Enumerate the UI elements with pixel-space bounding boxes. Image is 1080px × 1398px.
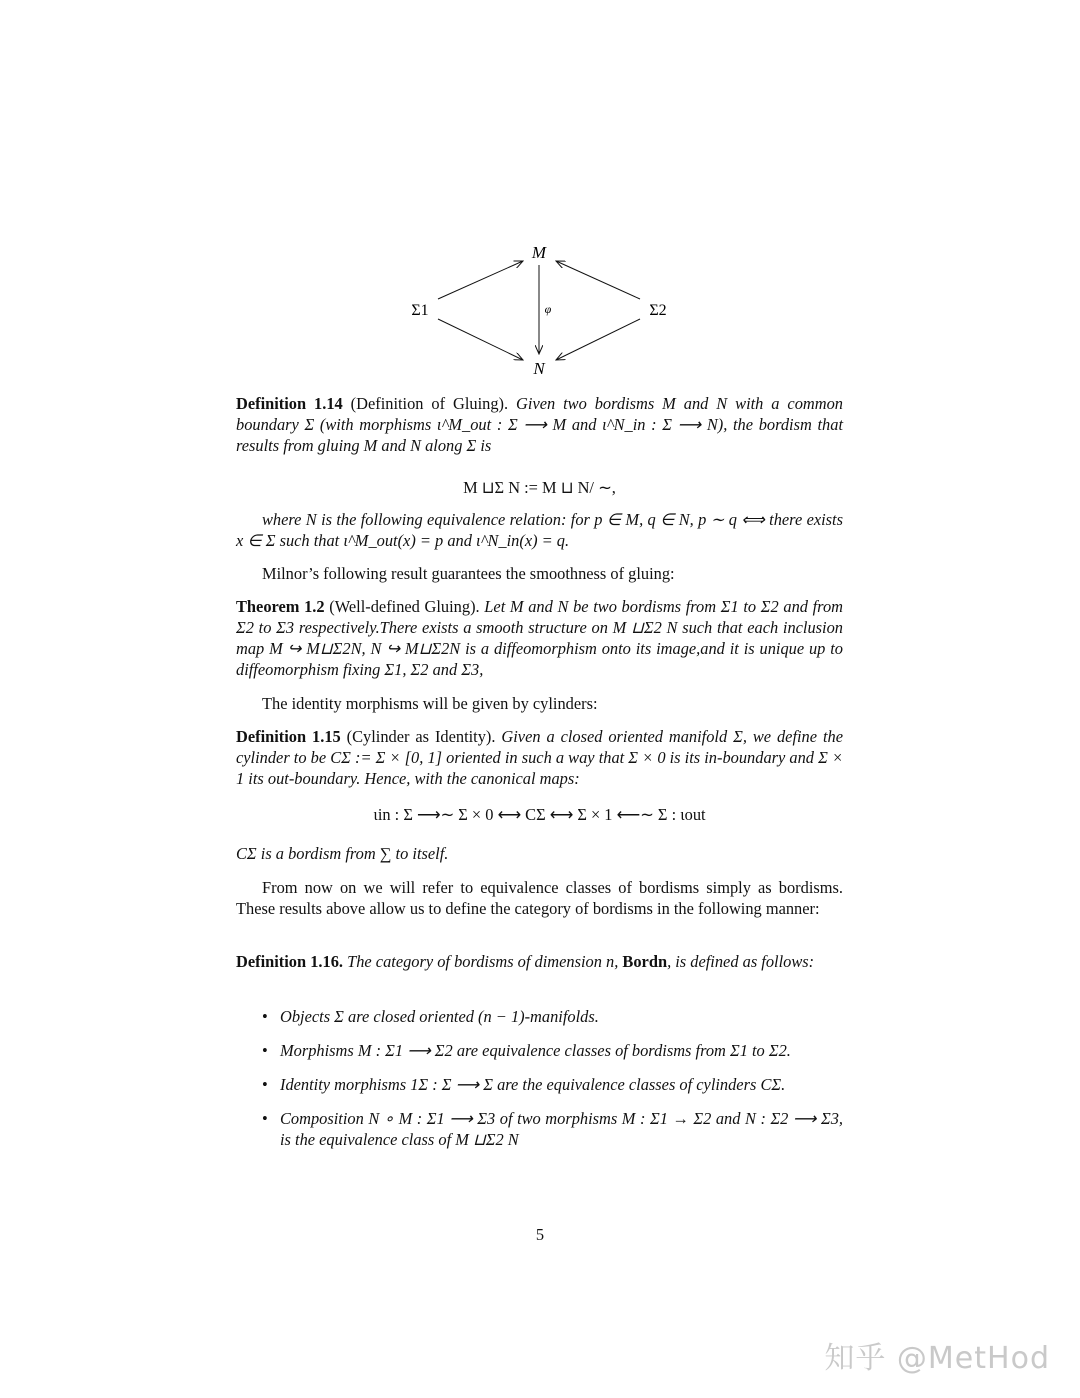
list-item-text: Composition N ∘ M : Σ1 ⟶ Σ3 of two morphisms M : Σ1 → Σ2 and N : Σ2 ⟶ Σ3, is the equivalence class of M ⊔Σ2 N (280, 1109, 843, 1149)
bullet-icon: • (262, 1075, 268, 1094)
def115-title: (Cylinder as Identity). (346, 727, 496, 746)
definition-1-14 (236, 393, 843, 456)
gluing-formula: M ⊔Σ N := M ⊔ N/ ∼, (463, 478, 616, 497)
diagram-svg (380, 232, 700, 382)
identity-paragraph: The identity morphisms will be given by cylinders: (262, 694, 598, 713)
list-item (236, 1040, 843, 1061)
node-right: Σ2 (649, 302, 667, 319)
list-item-text: Morphisms M : Σ1 ⟶ Σ2 are equivalence classes of bordisms from Σ1 to Σ2. (280, 1041, 791, 1060)
arrow-left-to-top (438, 261, 523, 299)
def114-body: Given two bordisms M and N with a common boundary Σ (with morphisms ι^M_out : Σ ⟶ M and ι^N_in : Σ ⟶ N), the bordism that results from gluing M and N along Σ is (236, 394, 843, 455)
thm12-head: Theorem 1.2 (236, 597, 325, 616)
list-item (236, 1006, 843, 1027)
node-bottom: N (533, 359, 545, 378)
def116-head: Definition 1.16. (236, 952, 343, 971)
def115-conclusion: CΣ is a bordism from ∑ to itself. (236, 844, 449, 863)
bullet-icon: • (262, 1041, 268, 1060)
canonical-maps-formula: ιin : Σ ⟶∼ Σ × 0 ⟷ CΣ ⟷ Σ × 1 ⟵∼ Σ : ιout (373, 805, 706, 824)
def115-head: Definition 1.15 (236, 727, 341, 746)
list-item-text: Identity morphisms 1Σ : Σ ⟶ Σ are the equivalence classes of cylinders CΣ. (280, 1075, 786, 1094)
node-top: M (531, 243, 547, 262)
definition-1-16 (236, 951, 843, 972)
theorem-1-2 (236, 596, 843, 680)
definition-1-15 (236, 726, 843, 789)
thm12-title: (Well-defined Gluing). (329, 597, 480, 616)
bullet-icon: • (262, 1007, 268, 1026)
def114-equivalence: where N is the following equivalence relation: for p ∈ M, q ∈ N, p ∼ q ⟺ there exists x ∈ Σ such that ι^M_out(x) = p and ι^N_in(x) = q. (236, 510, 843, 550)
def116-body-post: , is defined as follows: (667, 952, 815, 971)
arrow-right-to-bottom (556, 319, 640, 360)
def114-title: (Definition of Gluing). (350, 394, 509, 413)
list-item-text: Objects Σ are closed oriented (n − 1)-manifolds. (280, 1007, 599, 1026)
watermark: 知乎 @MetHod (824, 1341, 1050, 1376)
thm12-body: Let M and N be two bordisms from Σ1 to Σ2 and from Σ2 to Σ3 respectively.There exists a smooth structure on M ⊔Σ2 N such that each inclusion map M ↪ M⊔Σ2N, N ↪ M⊔Σ2N is a diffeomorphism onto its image,and it is unique up to diffeomorphism fixing Σ1, Σ2 and Σ3, (236, 597, 843, 679)
list-item (236, 1108, 843, 1150)
def116-body-pre: The category of bordisms of dimension n, (347, 952, 619, 971)
page-number: 5 (535, 1225, 545, 1244)
list-item (236, 1074, 843, 1095)
commutative-diagram (380, 232, 700, 382)
def116-bord: Bordn (622, 952, 668, 971)
from-now-paragraph: From now on we will refer to equivalence classes of bordisms simply as bordisms. These results above allow us to define the category of bordisms in the following manner: (236, 878, 843, 918)
arrow-left-to-bottom (438, 319, 523, 360)
bord-definition-list (236, 1006, 843, 1163)
node-left: Σ1 (411, 302, 429, 319)
bullet-icon: • (262, 1109, 268, 1128)
edge-label-phi: φ (544, 302, 552, 316)
def115-body: Given a closed oriented manifold Σ, we define the cylinder to be CΣ := Σ × [0, 1] oriented in such a way that Σ × 0 is its in-boundary and Σ × 1 its out-boundary. Hence, with the canonical maps: (236, 727, 843, 788)
def114-head: Definition 1.14 (236, 394, 343, 413)
arrow-right-to-top (556, 261, 640, 299)
milnor-paragraph: Milnor’s following result guarantees the smoothness of gluing: (262, 564, 675, 583)
